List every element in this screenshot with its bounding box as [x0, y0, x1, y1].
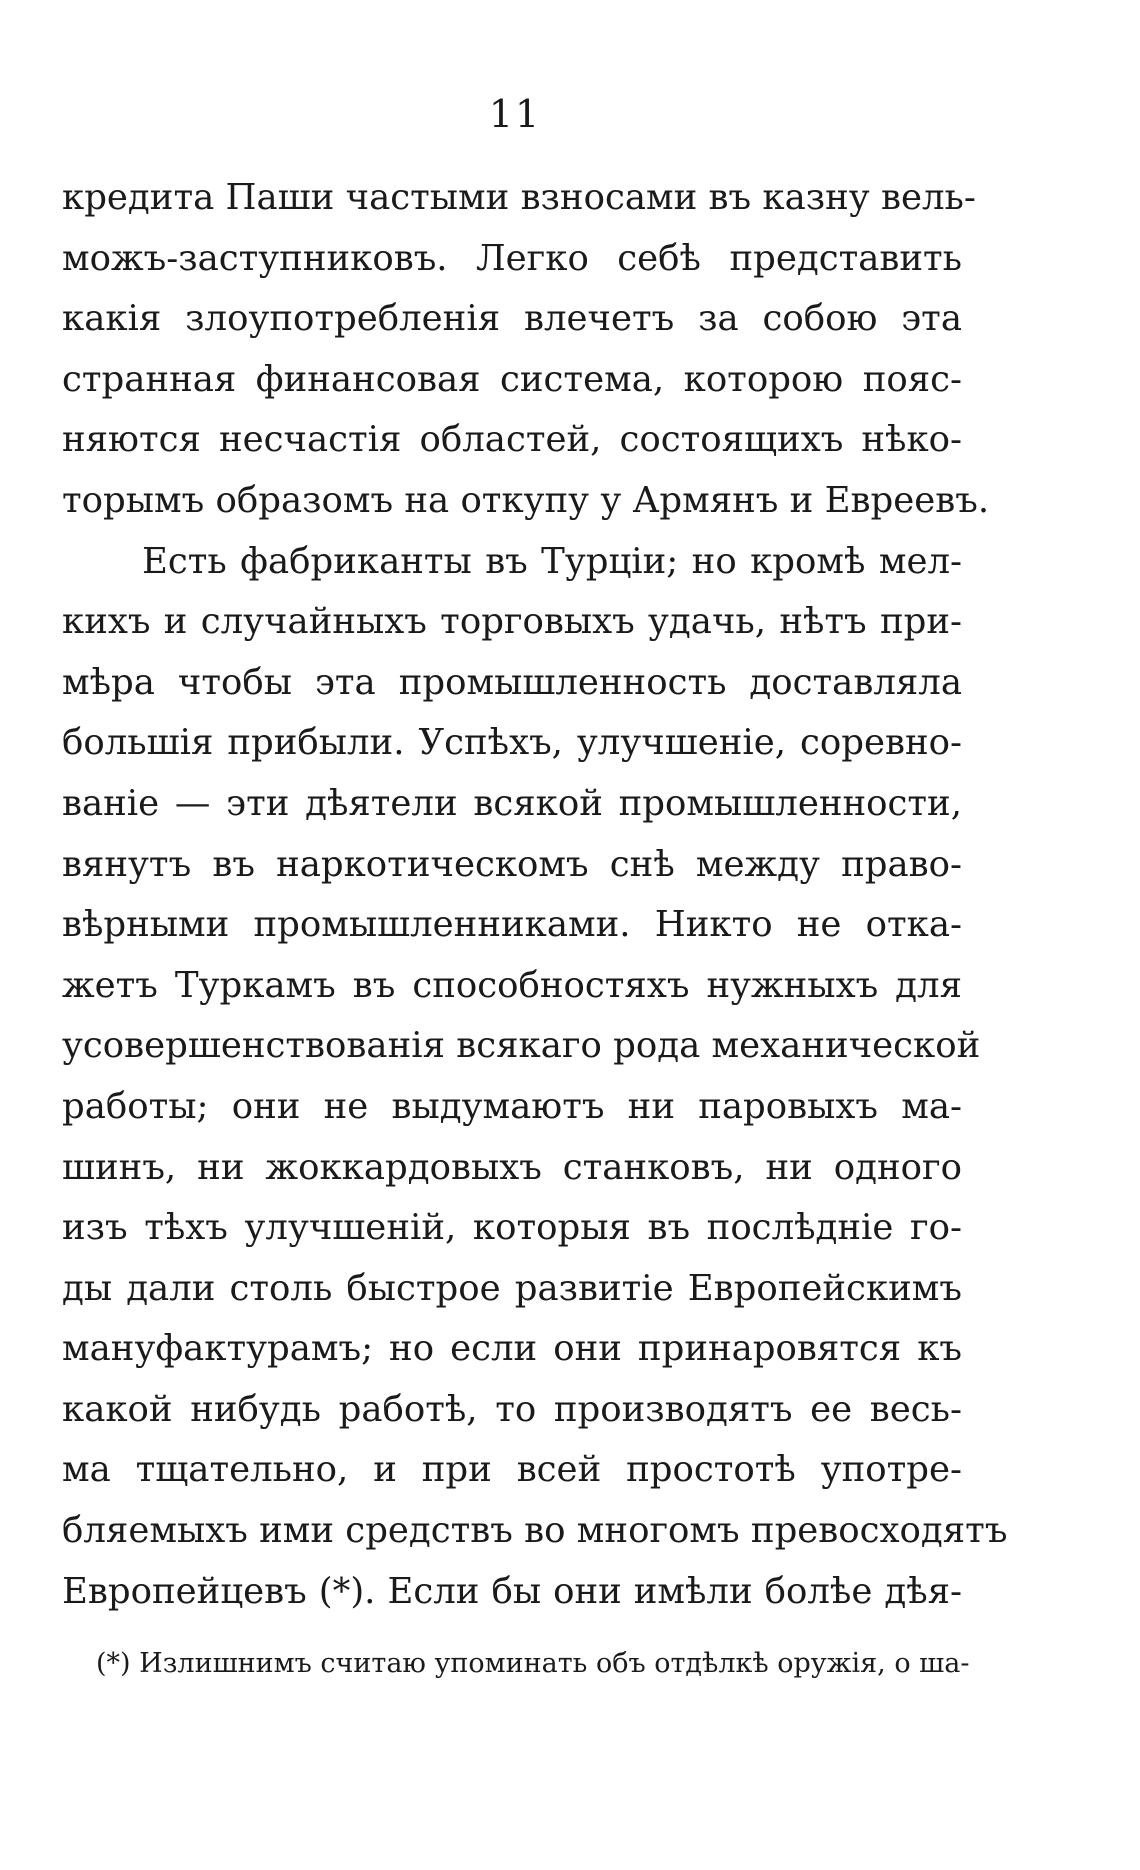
- text-line: большія прибыли. Успѣхъ, улучшеніе, соревно-: [62, 722, 962, 764]
- text-line: мѣра чтобы эта промышленность доставляла: [62, 661, 962, 703]
- page-number: 11: [488, 92, 542, 136]
- text-line: жетъ Туркамъ въ способностяхъ нужныхъ для: [62, 964, 962, 1006]
- text-line: ваніе — эти дѣятели всякой промышленности,: [62, 782, 962, 824]
- text-line: ма тщательно, и при всей простотѣ употре-: [62, 1449, 962, 1491]
- text-line: вянутъ въ наркотическомъ снѣ между право-: [62, 843, 962, 885]
- body-text: [62, 168, 1008, 1622]
- text-line: Европейцевъ (*). Если бы они имѣли болѣе дѣя-: [62, 1570, 962, 1612]
- text-line: странная финансовая система, которою пояс-: [62, 358, 962, 400]
- footnote: (*) Излишнимъ считаю упоминать объ отдѣлкѣ оружія, о ша-: [96, 1648, 970, 1679]
- text-line: шинъ, ни жоккардовыхъ станковъ, ни одного: [62, 1146, 962, 1188]
- text-line: работы; они не выдумаютъ ни паровыхъ ма-: [62, 1085, 962, 1127]
- text-line: кихъ и случайныхъ торговыхъ удачь, нѣтъ при-: [62, 601, 962, 643]
- text-line: торымъ образомъ на откупу у Армянъ и Евреевъ.: [62, 479, 990, 521]
- text-line: мануфактурамъ; но если они принаровятся къ: [62, 1328, 962, 1370]
- text-line: усовершенствованія всякаго рода механической: [62, 1025, 981, 1067]
- text-line: бляемыхъ ими средствъ во многомъ превосходятъ: [62, 1510, 1008, 1552]
- text-line: можъ-заступниковъ. Легко себѣ представить: [62, 237, 962, 279]
- text-line: ды дали столь быстрое развитіе Европейскимъ: [62, 1267, 962, 1309]
- text-line: вѣрными промышленниками. Никто не отка-: [62, 904, 962, 946]
- text-line: какой нибудь работѣ, то производятъ ее весь-: [62, 1388, 962, 1430]
- text-line: какія злоупотребленія влечетъ за собою эта: [62, 298, 962, 340]
- text-line: изъ тѣхъ улучшеній, которыя въ послѣдніе го-: [62, 1207, 962, 1249]
- text-line: няются несчастія областей, состоящихъ нѣко-: [62, 419, 962, 461]
- text-line: кредита Паши частыми взносами въ казну вель-: [62, 177, 976, 218]
- text-line: Есть фабриканты въ Турціи; но кромѣ мел-: [142, 540, 962, 582]
